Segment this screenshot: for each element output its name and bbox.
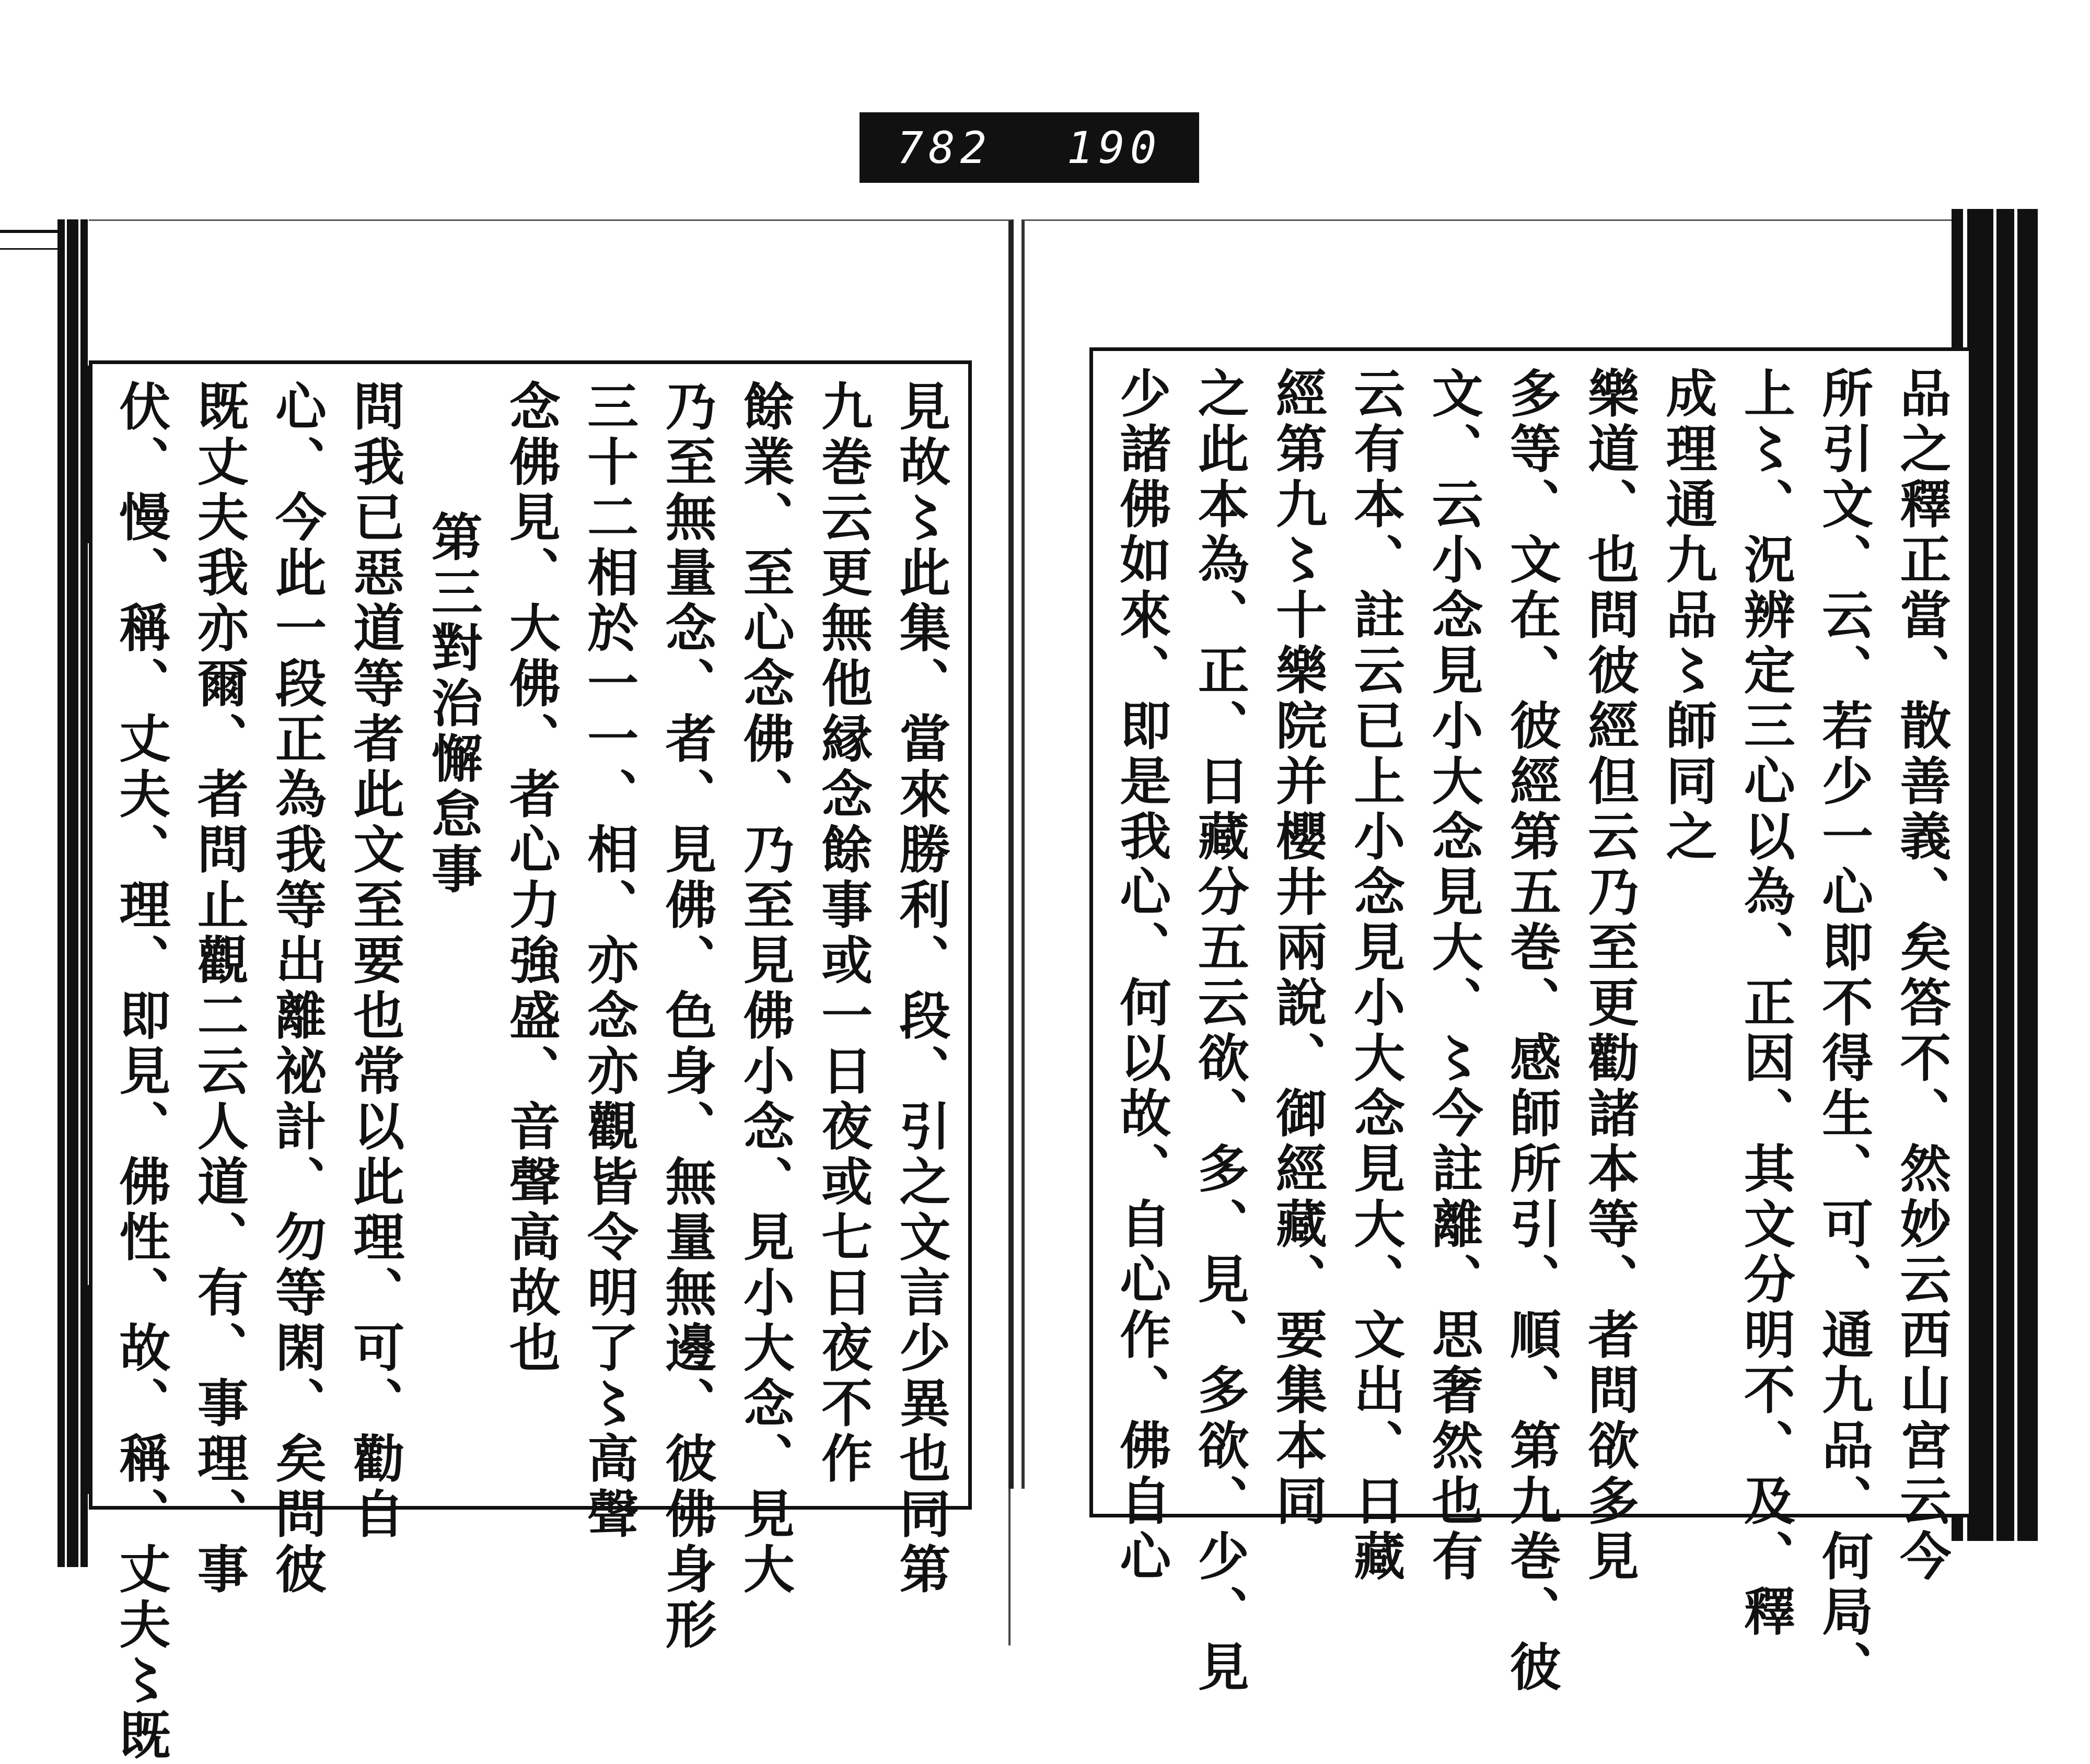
book-edge-left [57,219,89,1567]
right-text-frame [1089,347,1972,1696]
text-column: 品之釋正當、散善義、矣答不、然妙云西山宮云今 [1891,367,1952,1585]
frame-number-right: 190 [1066,122,1162,173]
text-column: 乃至無量念、者、見佛、色身、無量無邊、彼佛身形 [656,380,717,1653]
left-text-frame [89,360,972,1764]
text-column: 既丈夫我亦爾、者問止觀二云人道、有、事理、事 [189,380,249,1598]
text-column: 所引文、云、若少一心即不得生、可、通九品、何局、 [1813,367,1874,1696]
text-column: 之此本為、正、日藏分五云欲、多、見、多欲、少、見 [1189,367,1250,1696]
frame-number-left: 782 [897,122,992,173]
text-column: 經第九〻十樂院并櫻井兩說、御經藏、要集本同 [1267,367,1328,1529]
text-column: 樂道、也問彼經但云乃至更勸諸本等、者問欲多見 [1579,367,1640,1585]
section-heading: 第三對治懈怠事 [423,510,483,898]
text-column: 伏、慢、稱、丈夫、理、即見、佛性、故、稱、丈夫〻既 [110,380,171,1764]
text-column: 念佛見、大佛、者心力強盛、音聲高故也 [501,380,561,1376]
text-column: 多等、文在、彼經第五巻、感師所引、順、第九巻、彼 [1501,367,1562,1696]
book-gutter [1008,1489,1031,1645]
text-column: 云有本、註云已上小念見小大念見大、文出、日藏 [1345,367,1406,1585]
text-column: 上〻、況辨定三心以為、正因、其文分明不、及、釋 [1735,367,1796,1640]
text-column: 見故〻此集、當來勝利、段、引之文言少異也同第 [890,380,951,1598]
text-column: 餘業、至心念佛、乃至見佛小念、見小大念、見大 [735,380,795,1598]
text-column: 三十二相於一一、相、亦念亦觀皆令明了〻高聲 [578,380,639,1543]
text-column: 文、云小念見小大念見大、〻今註離、思奢然也有 [1423,367,1484,1585]
text-column: 心、今此一段正為我等出離祕計、勿等閑、矣問彼 [266,380,327,1598]
text-column: 問我已惡道等者此文至要也常以此理、可、勸自 [344,380,405,1543]
text-column: 成理通九品〻師同之 [1657,367,1717,865]
text-column: 少諸佛如來、即是我心、何以故、自心作、佛自心 [1111,367,1171,1585]
text-column: 九巻云更無他縁念餘事或一日夜或七日夜不作 [812,380,873,1487]
scan-rule [0,248,57,250]
frame-number-label [860,112,1199,183]
left-text-columns [110,380,951,1764]
right-text-columns [1111,367,1952,1696]
